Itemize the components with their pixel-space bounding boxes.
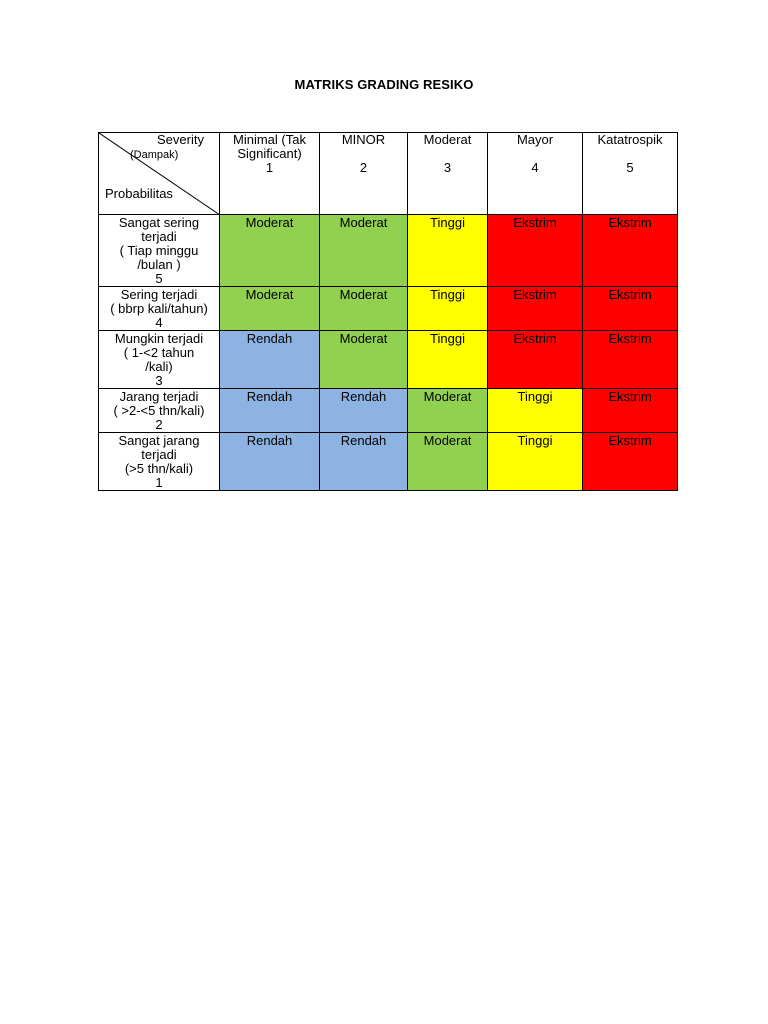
dampak-label: (Dampak) bbox=[130, 149, 179, 161]
risk-cell: Ekstrim bbox=[488, 287, 583, 331]
risk-cell: Rendah bbox=[220, 331, 320, 389]
row-header bbox=[99, 215, 220, 287]
column-header-subtitle: Significant) bbox=[237, 146, 302, 161]
risk-cell: Ekstrim bbox=[583, 215, 678, 287]
column-header-title: MINOR bbox=[341, 132, 386, 147]
row-label-line: 3 bbox=[155, 373, 163, 388]
row-header bbox=[99, 433, 220, 491]
risk-cell: Rendah bbox=[320, 389, 408, 433]
risk-cell: Ekstrim bbox=[583, 331, 678, 389]
row-label-line: Jarang terjadi bbox=[119, 389, 199, 404]
row-label-line: ( >2-<5 thn/kali) bbox=[113, 403, 205, 418]
row-label-line: /bulan ) bbox=[137, 257, 181, 272]
risk-matrix-table bbox=[98, 132, 678, 491]
column-header-number: 2 bbox=[359, 160, 368, 175]
row-header bbox=[99, 331, 220, 389]
row-label-line: Sering terjadi bbox=[120, 287, 198, 302]
column-header-number: 1 bbox=[265, 160, 274, 175]
matrix-row-1 bbox=[99, 433, 678, 491]
row-label-line: 2 bbox=[155, 417, 163, 432]
matrix-row-5 bbox=[99, 215, 678, 287]
risk-cell: Moderat bbox=[220, 215, 320, 287]
risk-cell: Tinggi bbox=[408, 215, 488, 287]
risk-cell: Ekstrim bbox=[488, 331, 583, 389]
column-header-1 bbox=[220, 133, 320, 215]
matrix-row-3 bbox=[99, 331, 678, 389]
matrix-row-2 bbox=[99, 389, 678, 433]
row-label-line: 4 bbox=[155, 315, 163, 330]
header-row bbox=[99, 133, 678, 215]
risk-cell: Moderat bbox=[220, 287, 320, 331]
row-label-line: Sangat sering bbox=[118, 215, 200, 230]
risk-cell: Rendah bbox=[320, 433, 408, 491]
row-label-line: terjadi bbox=[141, 447, 177, 462]
risk-cell: Tinggi bbox=[488, 389, 583, 433]
column-header-number: 5 bbox=[626, 160, 634, 175]
column-header-title: Mayor bbox=[516, 132, 554, 147]
page-title: MATRIKS GRADING RESIKO bbox=[294, 77, 474, 92]
probabilitas-label: Probabilitas bbox=[105, 186, 173, 201]
risk-cell: Tinggi bbox=[408, 331, 488, 389]
risk-cell: Moderat bbox=[408, 389, 488, 433]
column-header-5 bbox=[583, 133, 678, 215]
column-header-number: 4 bbox=[531, 160, 539, 175]
row-label-line: ( bbrp kali/tahun) bbox=[110, 301, 208, 316]
row-header bbox=[99, 287, 220, 331]
row-label-line: ( 1-<2 tahun bbox=[123, 345, 195, 360]
column-header-title: Moderat bbox=[423, 132, 472, 147]
row-label-line: ( Tiap minggu bbox=[119, 243, 199, 258]
row-label-line: Mungkin terjadi bbox=[114, 331, 204, 346]
column-header-3 bbox=[408, 133, 488, 215]
risk-cell: Rendah bbox=[220, 433, 320, 491]
severity-label: Severity bbox=[157, 132, 204, 147]
row-label-line: (>5 thn/kali) bbox=[124, 461, 194, 476]
risk-cell: Ekstrim bbox=[583, 389, 678, 433]
column-header-4 bbox=[488, 133, 583, 215]
column-header-2 bbox=[320, 133, 408, 215]
risk-cell: Moderat bbox=[320, 215, 408, 287]
row-label-line: /kali) bbox=[145, 359, 173, 374]
row-label-line: 1 bbox=[155, 475, 163, 490]
corner-cell bbox=[99, 133, 220, 215]
risk-cell: Moderat bbox=[408, 433, 488, 491]
risk-cell: Tinggi bbox=[408, 287, 488, 331]
risk-cell: Rendah bbox=[220, 389, 320, 433]
column-header-title: Minimal (Tak bbox=[233, 132, 306, 147]
matrix-row-4 bbox=[99, 287, 678, 331]
row-label-line: 5 bbox=[155, 271, 163, 286]
column-header-title: Katatrospik bbox=[597, 132, 663, 147]
risk-cell: Ekstrim bbox=[583, 287, 678, 331]
risk-cell: Moderat bbox=[320, 287, 408, 331]
row-label-line: terjadi bbox=[141, 229, 177, 244]
risk-cell: Ekstrim bbox=[488, 215, 583, 287]
row-header bbox=[99, 389, 220, 433]
risk-cell: Moderat bbox=[320, 331, 408, 389]
column-header-number: 3 bbox=[443, 160, 452, 175]
risk-cell: Ekstrim bbox=[583, 433, 678, 491]
risk-cell: Tinggi bbox=[488, 433, 583, 491]
row-label-line: Sangat jarang bbox=[118, 433, 200, 448]
